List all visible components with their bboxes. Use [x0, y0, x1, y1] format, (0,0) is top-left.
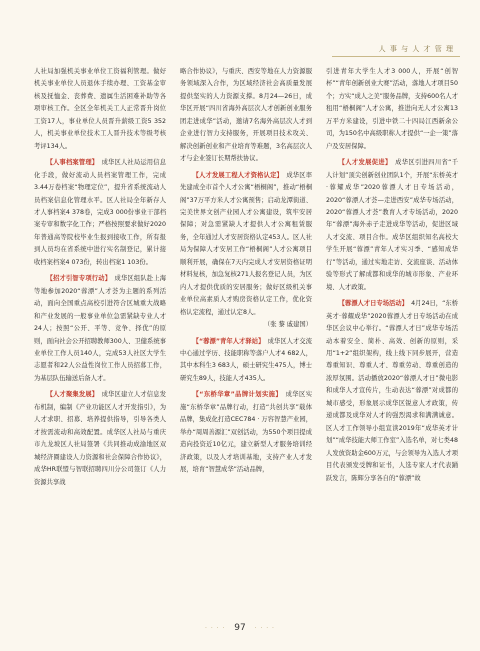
section-body: 成华区建立人才信息发布机制，编制《产业功能区人才开发指引》，为人才求职、招募、培养提供指导，引导各类人才按需流动和高效配置。成华区人社局与重庆市九龙坡区人社局签署《共同推动成渝地区双城经济圈建设人力资源和社会保障合作协议》，成华HR联盟与智联招聘四川分公司签订《人力资源共享战 — [34, 391, 166, 486]
paragraph-continued: 人社局加强机关事业单位工资福利管理。做好机关事业单位人员退休手续办理、工资基金审核及抚恤金、丧葬费、遗属生活困难补助等各项审核工作。全区全年机关工人正常晋升岗位工资17人，事业单位人员晋升薪级工资5 352人，机关事业单位技术工人晋升技术等级考核考评134人。 — [34, 68, 166, 150]
section-heading: 【人才发展促进】 — [338, 159, 389, 167]
text-columns — [34, 66, 458, 616]
section-paragraph — [180, 332, 312, 386]
section-paragraph — [34, 153, 166, 269]
section-paragraph — [326, 153, 458, 294]
section-paragraph — [34, 385, 166, 489]
column-3 — [326, 66, 458, 616]
section-body: 成华区率先建成全市首个人才公寓“梧桐阁”，推动“梧桐阁”37万平方米人才公寓预售；启动龙潭街道、完美世界文创产业园人才公寓建设，筑牢安居保障；对急需紧缺人才提供人才公寓租赁服务，全年通过人才安居资格认定453人。区人社局为保障人才安居工作“梧桐阁”人才公寓项目顺利开展，确保在7天内完成人才安居资格证明材料复核，加急复核271人报名登记人员，为区内人才提供优质的安居服务；做好区级机关事业单位高素质人才购房资格认定工作，优化资格认定流程，通过认定8人。 — [180, 171, 312, 316]
column-1 — [34, 66, 166, 616]
section-paragraph — [180, 166, 312, 319]
footer-ornament-left: · · · · — [205, 625, 226, 632]
section-paragraph — [180, 385, 312, 476]
author-signature: （张 黎 戚建国） — [263, 321, 312, 329]
section-body: 成华区人社局运用信息化手段，做好流动人员档案管理工作，完成3.44万卷档案“物理定位”，提升省系统流动人员档案信息化管理水平。区人社局全年新存人才人事档案4 378卷，完成3 000份事业干部档案专审和数字化工作；严格按照要求做好2020年普通高等院校毕业生报到接收工作，所有报到人员均在省系统中进行实名制登记，累计接收档案档案4 073份，转出档案1 103份。 — [34, 159, 166, 266]
section-body: 4月24日，“东桥英才·蓉耀成华”2020蓉漂人才日专场活动在成华区会议中心举行。“蓉漂人才日”成华专场活动本着安全、简朴、高效、创新的原则，采用“1+2”组织架构，线上线下同步展开，营造尊重知识、尊重人才、尊重劳动、尊重创造的浓厚氛围。活动播放2020“蓉漂人才日”微电影和成华人才宣传片，生动表达“蓉漂”对成都的城市感受，形象展示成华区锐意人才政策，传递成都及成华对人才的强烈渴求和满满诚意。区人才工作领导小组宣读2019年“成华英才计划”“成华技能大师工作室”入选名单，对七类48人发放资助金600万元，与会领导为入选人才项目代表颁发受牌和证书，人选专家人才代表踊跃发言，陈辉分享各自的“蓉漂”故 — [326, 300, 458, 482]
section-body: 成华区实施“东桥华章”品牌行动，打造“共创共享”载体品牌，集成化打造CEC784 · 万容智慧产业园，举办“周周善源汇”双创活动，为550个项目提成造向投资近10亿元，建立新型人才服务培训经济政策，以及人才培训基地，支持产业人才发展，培育“智慧成华”活动品牌， — [180, 391, 312, 474]
section-heading: 【人才发展工程人才资格认定】 — [192, 171, 280, 179]
section-heading: 【蓉漂人才日专场活动】 — [338, 300, 405, 308]
footer-ornament-right: · · · · — [254, 625, 275, 632]
page-footer — [0, 623, 480, 633]
section-body: 成华区组队赴上海等地参加2020“蓉漂”人才荟为主题的系列活动，面向全国重点高校引进符合区城重大战略和产业发展的一般事业单位急需紧缺专业人才24人；按照“公开、平等、竞争、择优”的原则，面向社会公开招聘教师300人、卫健系统事业单位工作人员140人，完成53人社区大学生志愿者和22人公益性岗位工作人员招募工作，为基层队伍输送后备人才。 — [34, 275, 166, 382]
section-paragraph — [34, 269, 166, 385]
section-heading: 【人事档案管理】 — [46, 159, 96, 167]
section-body: 成华区引进四川省“千人计划”顶尖创新创业团队1个，开展“东桥英才·蓉耀成华”2020蓉漂人才日专场活动，2020“蓉漂人才荟—走进西安”成华专场活动，2020“蓉漂人才荟”教育人才专场活动，2020年“蓉漂”海外赤子走进成华等活动，促进区域人才交流、项目合作。成华区组织知名高校大学生开展“蓉漂”青年人才实习季、“感知成华行”等活动，通过实地走访、交流座谈、活动体验等形式了解成都和成华的城市形象、产业环境、人才政策。 — [326, 159, 458, 291]
paragraph-continued: 略合作协议》，与重庆、西安等地在人力资源服务领域深入合作，为区域经济社会高质量发展提供坚实的人力资源支撑。8月24—26日，成华区开展“四川省海外高层次人才创新创业服务团走进成华”活动，邀请7名海外高层次人才到企业进行智力支持服务，开展项目技术攻关、解决创新创业和产业培育等难题，3名高层次人才与企业签订长期帮扶协议。 — [180, 68, 312, 163]
paragraph-continued: 引进青年大学生人才3 000人，开展“创智杯”“青年创新创业大赛”活动，落地人才项目50个；方实“成人之美”服务品牌，支持600名人才租用“梧桐阁”人才公寓，推进向无人才公寓13万平方米建设，引进中铁二十四局江西新余公司，为150名中高级职称人才提供“一企一策”落户及安居保障。 — [326, 68, 458, 150]
chapter-header-tag: 人 事 与 人 才 管 理 — [378, 45, 454, 53]
column-2 — [180, 66, 312, 616]
section-body: 成华区人才交流中心通过学历、技能职称等落户人才4 682人，其中本科生3 683人，硕士研究生475人，博士研究生89人，技能人才435人。 — [180, 337, 312, 382]
page-number: 97 — [234, 623, 246, 633]
section-heading: 【“东桥华章”品牌计划实施】 — [192, 391, 279, 399]
section-heading: 【“蓉漂”青年人才驿站】 — [192, 337, 262, 345]
header-rule — [332, 56, 460, 57]
section-heading: 【招才引智专项行动】 — [46, 275, 109, 283]
section-heading: 【人才聚集发展】 — [46, 391, 96, 399]
section-paragraph — [326, 294, 458, 485]
